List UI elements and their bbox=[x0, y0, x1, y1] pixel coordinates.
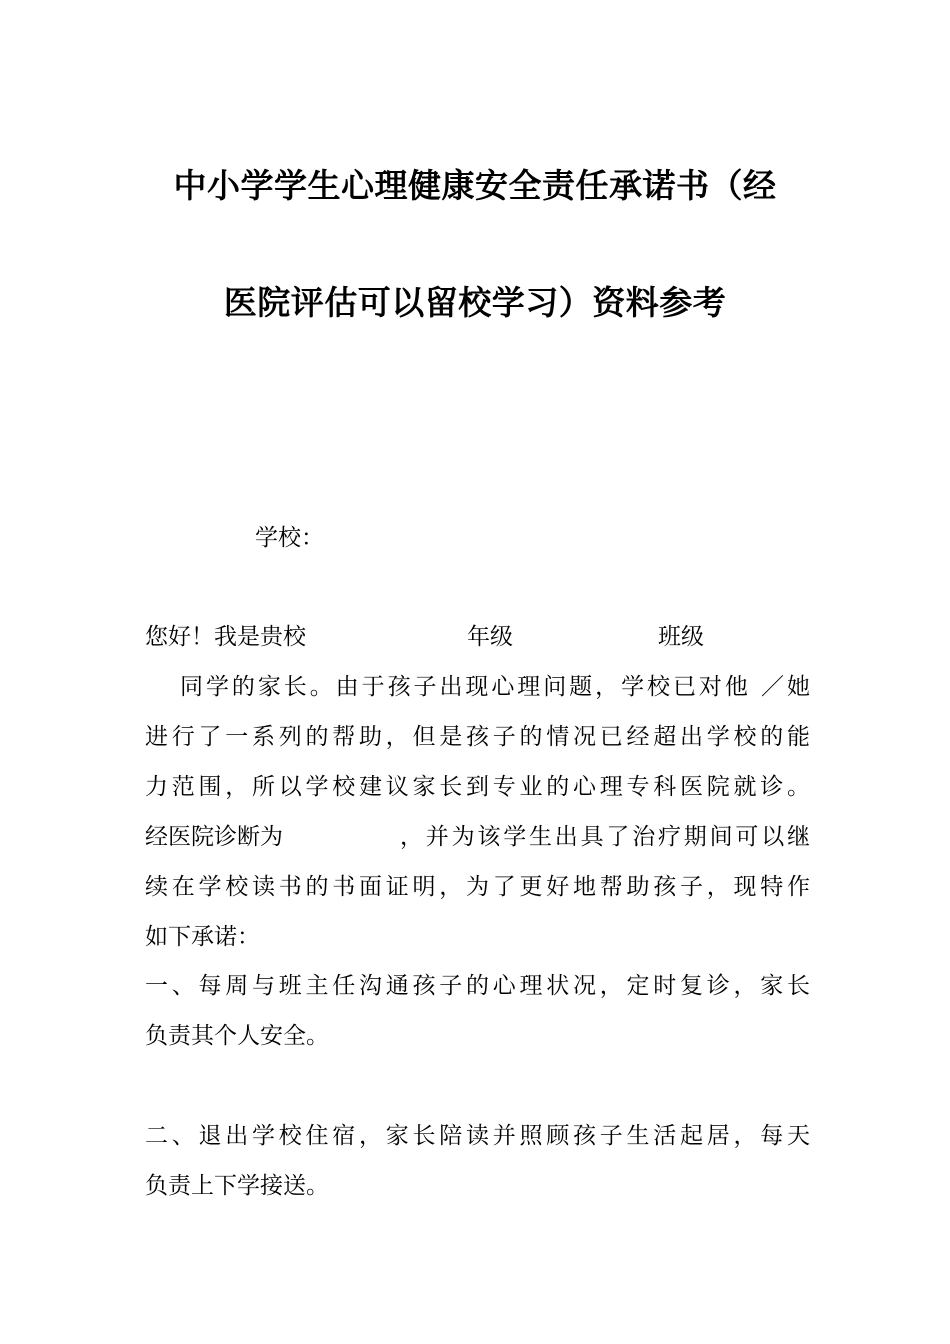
document-title-line-2: 医院评估可以留校学习）资料参考 bbox=[223, 283, 727, 322]
diagnosis-label: 经医院诊断为 bbox=[145, 824, 283, 850]
greeting-text: 您好！我是贵校 bbox=[145, 624, 306, 650]
commitment-item-1: 一、每周与班主任沟通孩子的心理状况，定时复诊，家长 bbox=[145, 973, 810, 999]
diagnosis-text: ，并为该学生出具了治疗期间可以继 bbox=[400, 824, 810, 850]
paragraph-line: 如下承诺： bbox=[145, 924, 260, 950]
grade-label: 年级 bbox=[467, 624, 513, 650]
class-label: 班级 bbox=[658, 624, 704, 650]
paragraph-line: 力范围，所以学校建议家长到专业的心理专科医院就诊。 bbox=[145, 774, 810, 800]
paragraph-line: 续在学校读书的书面证明，为了更好地帮助孩子，现特作 bbox=[145, 874, 810, 900]
paragraph-line: 进行了一系列的帮助，但是孩子的情况已经超出学校的能 bbox=[145, 724, 810, 750]
commitment-item-1-continued: 负责其个人安全。 bbox=[145, 1023, 329, 1049]
document-title-line-1: 中小学学生心理健康安全责任承诺书（经 bbox=[173, 166, 777, 205]
commitment-item-2: 二、退出学校住宿，家长陪读并照顾孩子生活起居，每天 bbox=[145, 1123, 810, 1149]
salutation: 学校： bbox=[255, 525, 324, 551]
paragraph-line: 同学的家长。由于孩子出现心理问题，学校已对他 ／她 bbox=[180, 674, 810, 700]
commitment-item-2-continued: 负责上下学接送。 bbox=[145, 1173, 329, 1199]
